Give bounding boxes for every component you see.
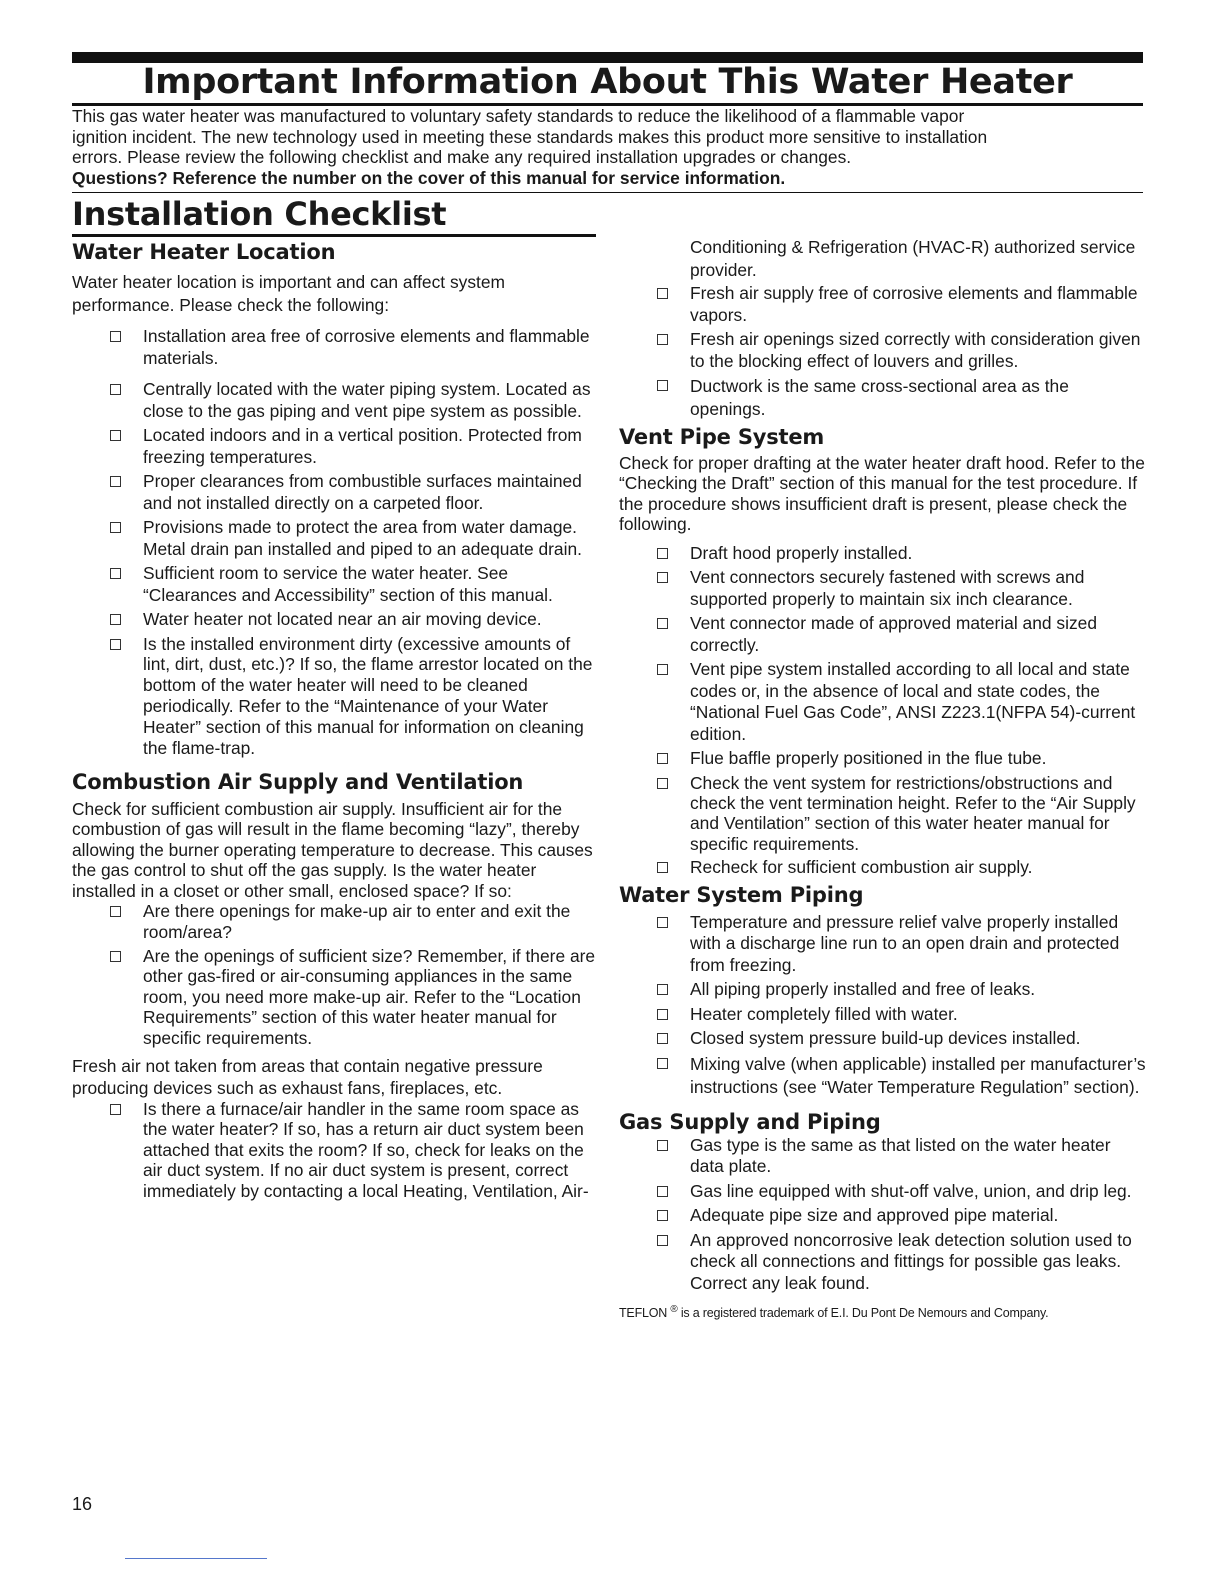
checkbox-icon[interactable] (657, 984, 668, 995)
intro-rule (72, 192, 1143, 193)
checklist-item[interactable]: All piping properly installed and free of leaks. (619, 979, 1149, 1001)
intro-line: errors. Please review the following checklist and make any required installation upgrades or changes. (72, 147, 852, 167)
checklist-item[interactable]: Temperature and pressure relief valve properly installed with a discharge line run to an open drain and protected from freezing. (619, 912, 1149, 977)
combustion-heading: Combustion Air Supply and Ventilation (72, 769, 524, 794)
checklist-title: Installation Checklist (72, 195, 596, 237)
checkbox-icon[interactable] (110, 522, 121, 533)
page-title: Important Information About This Water Heater (142, 62, 1073, 102)
checklist-item[interactable]: Is there a furnace/air handler in the same room space as the water heater? If so, has a return air duct system been attached that exits the room? If so, check for leaks on the air duct system. If no air duct system is present, correct immediately by contacting a local Heating, Ventilation, Air- (72, 1099, 596, 1201)
checkbox-icon[interactable] (110, 906, 121, 917)
checklist-item[interactable]: Vent pipe system installed according to all local and state codes or, in the absence of local and state codes, the “National Fuel Gas Code”, ANSI Z223.1(NFPA 54)-current edition. (619, 659, 1149, 745)
checklist-item[interactable]: Are there openings for make-up air to enter and exit the room/area? (72, 901, 596, 943)
checkbox-icon[interactable] (657, 334, 668, 345)
checklist-item[interactable]: Gas type is the same as that listed on the water heater data plate. (619, 1135, 1149, 1178)
location-checklist (72, 326, 596, 759)
checkbox-icon[interactable] (110, 951, 121, 962)
checkbox-icon[interactable] (657, 778, 668, 789)
checkbox-icon[interactable] (657, 1009, 668, 1020)
checklist-item[interactable]: Vent connector made of approved material and sized correctly. (619, 613, 1149, 656)
left-column (72, 195, 596, 1204)
checkbox-icon[interactable] (657, 753, 668, 764)
checkbox-icon[interactable] (110, 639, 121, 650)
checkbox-icon[interactable] (110, 331, 121, 342)
checklist-item[interactable]: Fresh air supply free of corrosive elements and flammable vapors. (619, 283, 1149, 326)
combustion-intro: Check for sufficient combustion air supply. Insufficient air for the combustion of gas will result in the flame becoming “lazy”, thereby allowing the burner operating temperature to decrease. This causes the gas control to shut off the gas supply. Is the water heater installed in a closet or other small, enclosed space? If so: (72, 798, 593, 901)
checkbox-icon[interactable] (110, 384, 121, 395)
checklist-item[interactable]: Check the vent system for restrictions/obstructions and check the vent termination height. Refer to the “Air Supply and Ventilation” section of this water heater manual for specific requirements. (619, 773, 1149, 855)
checkbox-icon[interactable] (657, 1033, 668, 1044)
checkbox-icon[interactable] (657, 917, 668, 928)
checklist-item[interactable]: Sufficient room to service the water heater. See “Clearances and Accessibility” section of this manual. (72, 563, 596, 606)
checklist-item[interactable]: Recheck for sufficient combustion air supply. (619, 857, 1149, 879)
checklist-item[interactable]: Fresh air openings sized correctly with consideration given to the blocking effect of louvers and grilles. (619, 329, 1149, 372)
fresh-air-note: Fresh air not taken from areas that contain negative pressure producing devices such as exhaust fans, fireplaces, etc. (72, 1056, 543, 1098)
checkbox-icon[interactable] (110, 1104, 121, 1115)
checklist-item[interactable]: Is the installed environment dirty (excessive amounts of lint, dirt, dust, etc.)? If so, the flame arrestor located on the bottom of the water heater will need to be cleaned periodically. Refer to the “Maintenance of your Water Heater” section of this manual for information on cleaning the flame-trap. (72, 634, 596, 759)
checklist-item[interactable]: Centrally located with the water piping system. Located as close to the gas piping and vent pipe system as possible. (72, 379, 596, 422)
vent-intro: Check for proper drafting at the water heater draft hood. Refer to the “Checking the Draft” section of this manual for the test procedure. If the procedure shows insufficient draft is present, please check the following. (619, 453, 1145, 535)
vent-heading: Vent Pipe System (619, 425, 825, 449)
intro-block (72, 106, 1143, 188)
checkbox-icon[interactable] (657, 380, 668, 391)
intro-line: ignition incident. The new technology used in meeting these standards makes this product more sensitive to installation (72, 126, 988, 147)
checkbox-icon[interactable] (657, 618, 668, 629)
checkbox-icon[interactable] (110, 430, 121, 441)
checkbox-icon[interactable] (657, 1058, 668, 1069)
checkbox-icon[interactable] (657, 1140, 668, 1151)
checklist-item[interactable]: Installation area free of corrosive elements and flammable materials. (72, 326, 596, 369)
location-heading: Water Heater Location (72, 240, 336, 264)
checklist-item[interactable]: Proper clearances from combustible surfaces maintained and not installed directly on a carpeted floor. (72, 471, 596, 514)
vent-checklist (619, 543, 1149, 879)
water-heading: Water System Piping (619, 882, 864, 907)
bottom-rule (125, 1558, 267, 1559)
checkbox-icon[interactable] (110, 476, 121, 487)
checklist-item-continued: Conditioning & Refrigeration (HVAC-R) authorized service provider. (690, 237, 1136, 280)
intro-line: This gas water heater was manufactured to voluntary safety standards to reduce the likelihood of a flammable vapor (72, 106, 965, 126)
furnace-checklist (72, 1099, 596, 1201)
checkbox-icon[interactable] (657, 1210, 668, 1221)
right-column (619, 236, 1149, 1321)
gas-heading: Gas Supply and Piping (619, 1109, 881, 1134)
checklist-item[interactable]: Mixing valve (when applicable) installed per manufacturer’s instructions (see “Water Temperature Regulation” section). (619, 1053, 1149, 1099)
checklist-item[interactable]: An approved noncorrosive leak detection solution used to check all connections and fittings for possible gas leaks. Correct any leak found. (619, 1230, 1149, 1295)
checklist-item[interactable]: Vent connectors securely fastened with screws and supported properly to maintain six inch clearance. (619, 567, 1149, 610)
trademark-footnote: TEFLON ® is a registered trademark of E.I. Du Pont De Nemours and Company. (619, 1304, 1049, 1321)
checkbox-icon[interactable] (657, 288, 668, 299)
checklist-item[interactable]: Located indoors and in a vertical position. Protected from freezing temperatures. (72, 425, 596, 468)
checkbox-icon[interactable] (657, 862, 668, 873)
gas-checklist (619, 1135, 1149, 1295)
combustion-checklist-continued (619, 236, 1149, 421)
checkbox-icon[interactable] (110, 614, 121, 625)
water-checklist (619, 912, 1149, 1099)
location-intro: Water heater location is important and can affect system performance. Please check the following: (72, 272, 506, 315)
checklist-item[interactable]: Ductwork is the same cross-sectional area as the openings. (619, 375, 1149, 421)
checklist-item[interactable]: Gas line equipped with shut-off valve, union, and drip leg. (619, 1181, 1149, 1203)
checklist-item[interactable]: Heater completely filled with water. (619, 1004, 1149, 1026)
checkbox-icon[interactable] (657, 548, 668, 559)
checklist-item[interactable]: Water heater not located near an air moving device. (72, 609, 596, 631)
questions-note: Questions? Reference the number on the cover of this manual for service information. (72, 167, 786, 188)
checkbox-icon[interactable] (657, 1235, 668, 1246)
checkbox-icon[interactable] (657, 572, 668, 583)
page-number: 16 (72, 1494, 93, 1514)
checklist-item[interactable]: Adequate pipe size and approved pipe material. (619, 1205, 1149, 1227)
checklist-item[interactable]: Provisions made to protect the area from water damage. Metal drain pan installed and piped to an adequate drain. (72, 517, 596, 560)
checkbox-icon[interactable] (657, 1186, 668, 1197)
checkbox-icon[interactable] (657, 664, 668, 675)
checkbox-icon[interactable] (110, 568, 121, 579)
checklist-item[interactable]: Flue baffle properly positioned in the flue tube. (619, 748, 1149, 770)
checklist-item[interactable]: Draft hood properly installed. (619, 543, 1149, 565)
checklist-item[interactable]: Closed system pressure build-up devices installed. (619, 1028, 1149, 1050)
combustion-checklist (72, 901, 596, 1048)
checklist-item[interactable]: Are the openings of sufficient size? Remember, if there are other gas-fired or air-consuming appliances in the same room, you need more make-up air. Refer to the “Location Requirements” section of this water heater manual for specific requirements. (72, 946, 596, 1048)
